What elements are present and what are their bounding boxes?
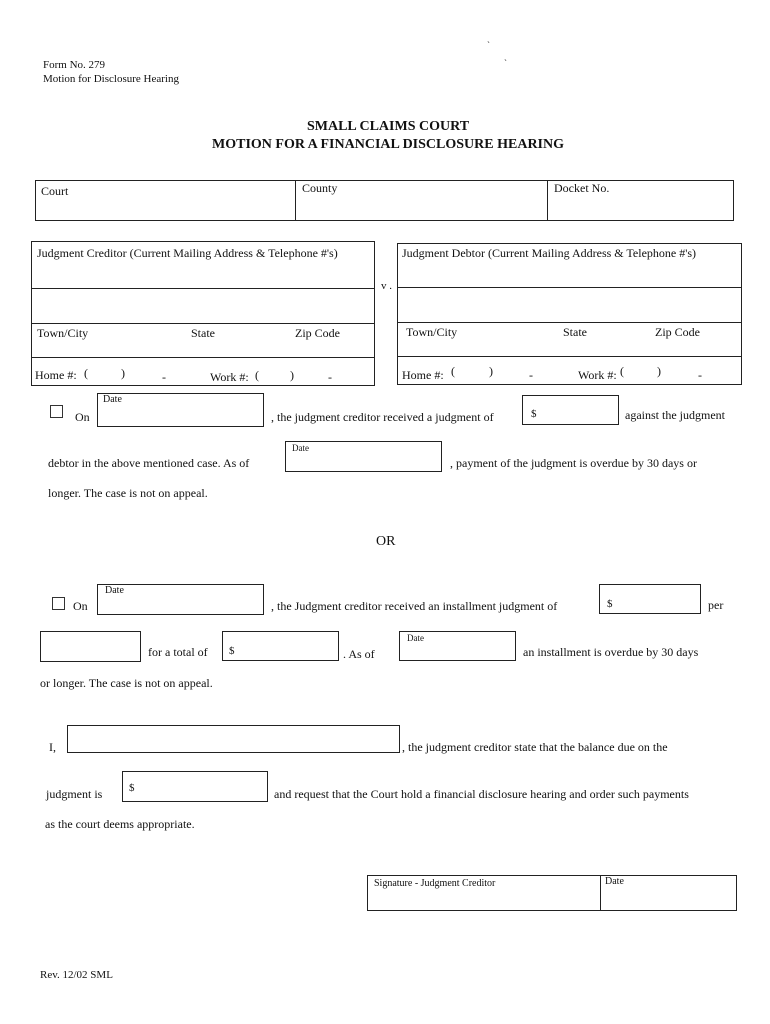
debtor-work-label: Work #:	[578, 368, 617, 382]
paren-close: )	[121, 366, 125, 380]
court-field[interactable]	[36, 200, 294, 220]
option1-asof-date-label: Date	[292, 443, 309, 453]
option2-installment-amount-field[interactable]	[599, 584, 701, 614]
option2-per-label: per	[708, 598, 724, 612]
signature-date-label: Date	[605, 876, 624, 887]
stray-mark: `	[504, 58, 507, 68]
paren-open: (	[620, 364, 624, 378]
creditor-zip-label: Zip Code	[295, 326, 340, 340]
option1-text4: , payment of the judgment is overdue by 30 days or	[450, 456, 697, 470]
creditor-home-phone-field[interactable]	[84, 361, 199, 383]
court-label: Court	[41, 184, 69, 198]
divider	[397, 356, 742, 357]
dollar-sign: $	[531, 408, 537, 420]
option2-total-text: for a total of	[148, 645, 208, 659]
debtor-state-label: State	[563, 325, 587, 339]
debtor-zip-label: Zip Code	[655, 325, 700, 339]
debtor-home-label: Home #:	[402, 368, 444, 382]
creditor-heading: Judgment Creditor (Current Mailing Address & Telephone #'s)	[37, 246, 338, 260]
option2-text3: or longer. The case is not on appeal.	[40, 676, 213, 690]
form-number: Form No. 279	[43, 59, 106, 71]
option2-date-label: Date	[105, 585, 124, 596]
creditor-work-label: Work #:	[210, 370, 249, 384]
statement-i-label: I,	[49, 740, 56, 754]
form-name: Motion for Disclosure Hearing	[43, 73, 179, 85]
option1-on-label: On	[75, 410, 90, 424]
dash: -	[698, 368, 702, 382]
divider	[31, 357, 375, 358]
option1-checkbox[interactable]	[50, 405, 63, 418]
debtor-address-field[interactable]	[398, 262, 741, 321]
dollar-sign: $	[607, 598, 613, 610]
option1-text2: against the judgment	[625, 408, 725, 422]
paren-close: )	[290, 368, 294, 382]
debtor-heading: Judgment Debtor (Current Mailing Address & Telephone #'s)	[402, 246, 697, 260]
creditor-home-label: Home #:	[35, 368, 77, 382]
docket-field[interactable]	[548, 197, 733, 220]
statement-text1: , the judgment creditor state that the balance due on the	[402, 740, 668, 754]
versus-label: v .	[381, 280, 392, 292]
creditor-address-field[interactable]	[32, 262, 374, 322]
option2-text1: , the Judgment creditor received an installment judgment of	[271, 599, 558, 613]
debtor-town-label: Town/City	[406, 325, 458, 339]
paren-close: )	[489, 364, 493, 378]
county-field[interactable]	[296, 197, 546, 220]
dollar-sign: $	[229, 645, 235, 657]
county-label: County	[302, 181, 338, 195]
dash: -	[328, 370, 332, 384]
option2-checkbox[interactable]	[52, 597, 65, 610]
revision-label: Rev. 12/02 SML	[40, 969, 113, 981]
signature-field[interactable]	[368, 890, 599, 910]
debtor-home-phone-field[interactable]	[451, 360, 566, 382]
or-separator: OR	[376, 534, 396, 549]
dollar-sign: $	[129, 782, 135, 794]
option1-text3: debtor in the above mentioned case. As of	[48, 456, 250, 470]
option2-asof-text: . As of	[343, 647, 375, 661]
page-subtitle: MOTION FOR A FINANCIAL DISCLOSURE HEARING	[212, 137, 564, 152]
balance-amount-field[interactable]	[122, 771, 268, 802]
paren-open: (	[255, 368, 259, 382]
debtor-work-phone-field[interactable]	[620, 360, 735, 382]
statement-text3: as the court deems appropriate.	[45, 817, 195, 831]
paren-close: )	[657, 364, 661, 378]
signature-label: Signature - Judgment Creditor	[374, 878, 496, 889]
creditor-work-phone-field[interactable]	[255, 361, 370, 383]
docket-label: Docket No.	[554, 181, 610, 195]
option2-text2: an installment is overdue by 30 days	[523, 645, 699, 659]
option1-date-label: Date	[103, 394, 122, 405]
option2-period-field[interactable]	[40, 631, 141, 662]
option2-total-amount-field[interactable]	[222, 631, 339, 661]
creditor-state-label: State	[191, 326, 215, 340]
dash: -	[529, 368, 533, 382]
creditor-town-label: Town/City	[37, 326, 89, 340]
option2-asof-date-label: Date	[407, 633, 424, 643]
divider	[31, 323, 375, 324]
statement-text2: and request that the Court hold a financial disclosure hearing and order such payments	[274, 787, 689, 801]
dash: -	[162, 370, 166, 384]
option1-text1: , the judgment creditor received a judgment of	[271, 410, 494, 424]
signature-date-field[interactable]	[601, 890, 736, 910]
creditor-name-field[interactable]	[67, 725, 400, 753]
statement-judgment-label: judgment is	[46, 787, 103, 801]
page-title: SMALL CLAIMS COURT	[306, 119, 470, 134]
option1-text5: longer. The case is not on appeal.	[48, 486, 208, 500]
option2-on-label: On	[73, 599, 88, 613]
stray-mark: `	[487, 40, 490, 50]
option1-date-field[interactable]	[97, 393, 264, 427]
paren-open: (	[84, 366, 88, 380]
paren-open: (	[451, 364, 455, 378]
divider	[397, 322, 742, 323]
